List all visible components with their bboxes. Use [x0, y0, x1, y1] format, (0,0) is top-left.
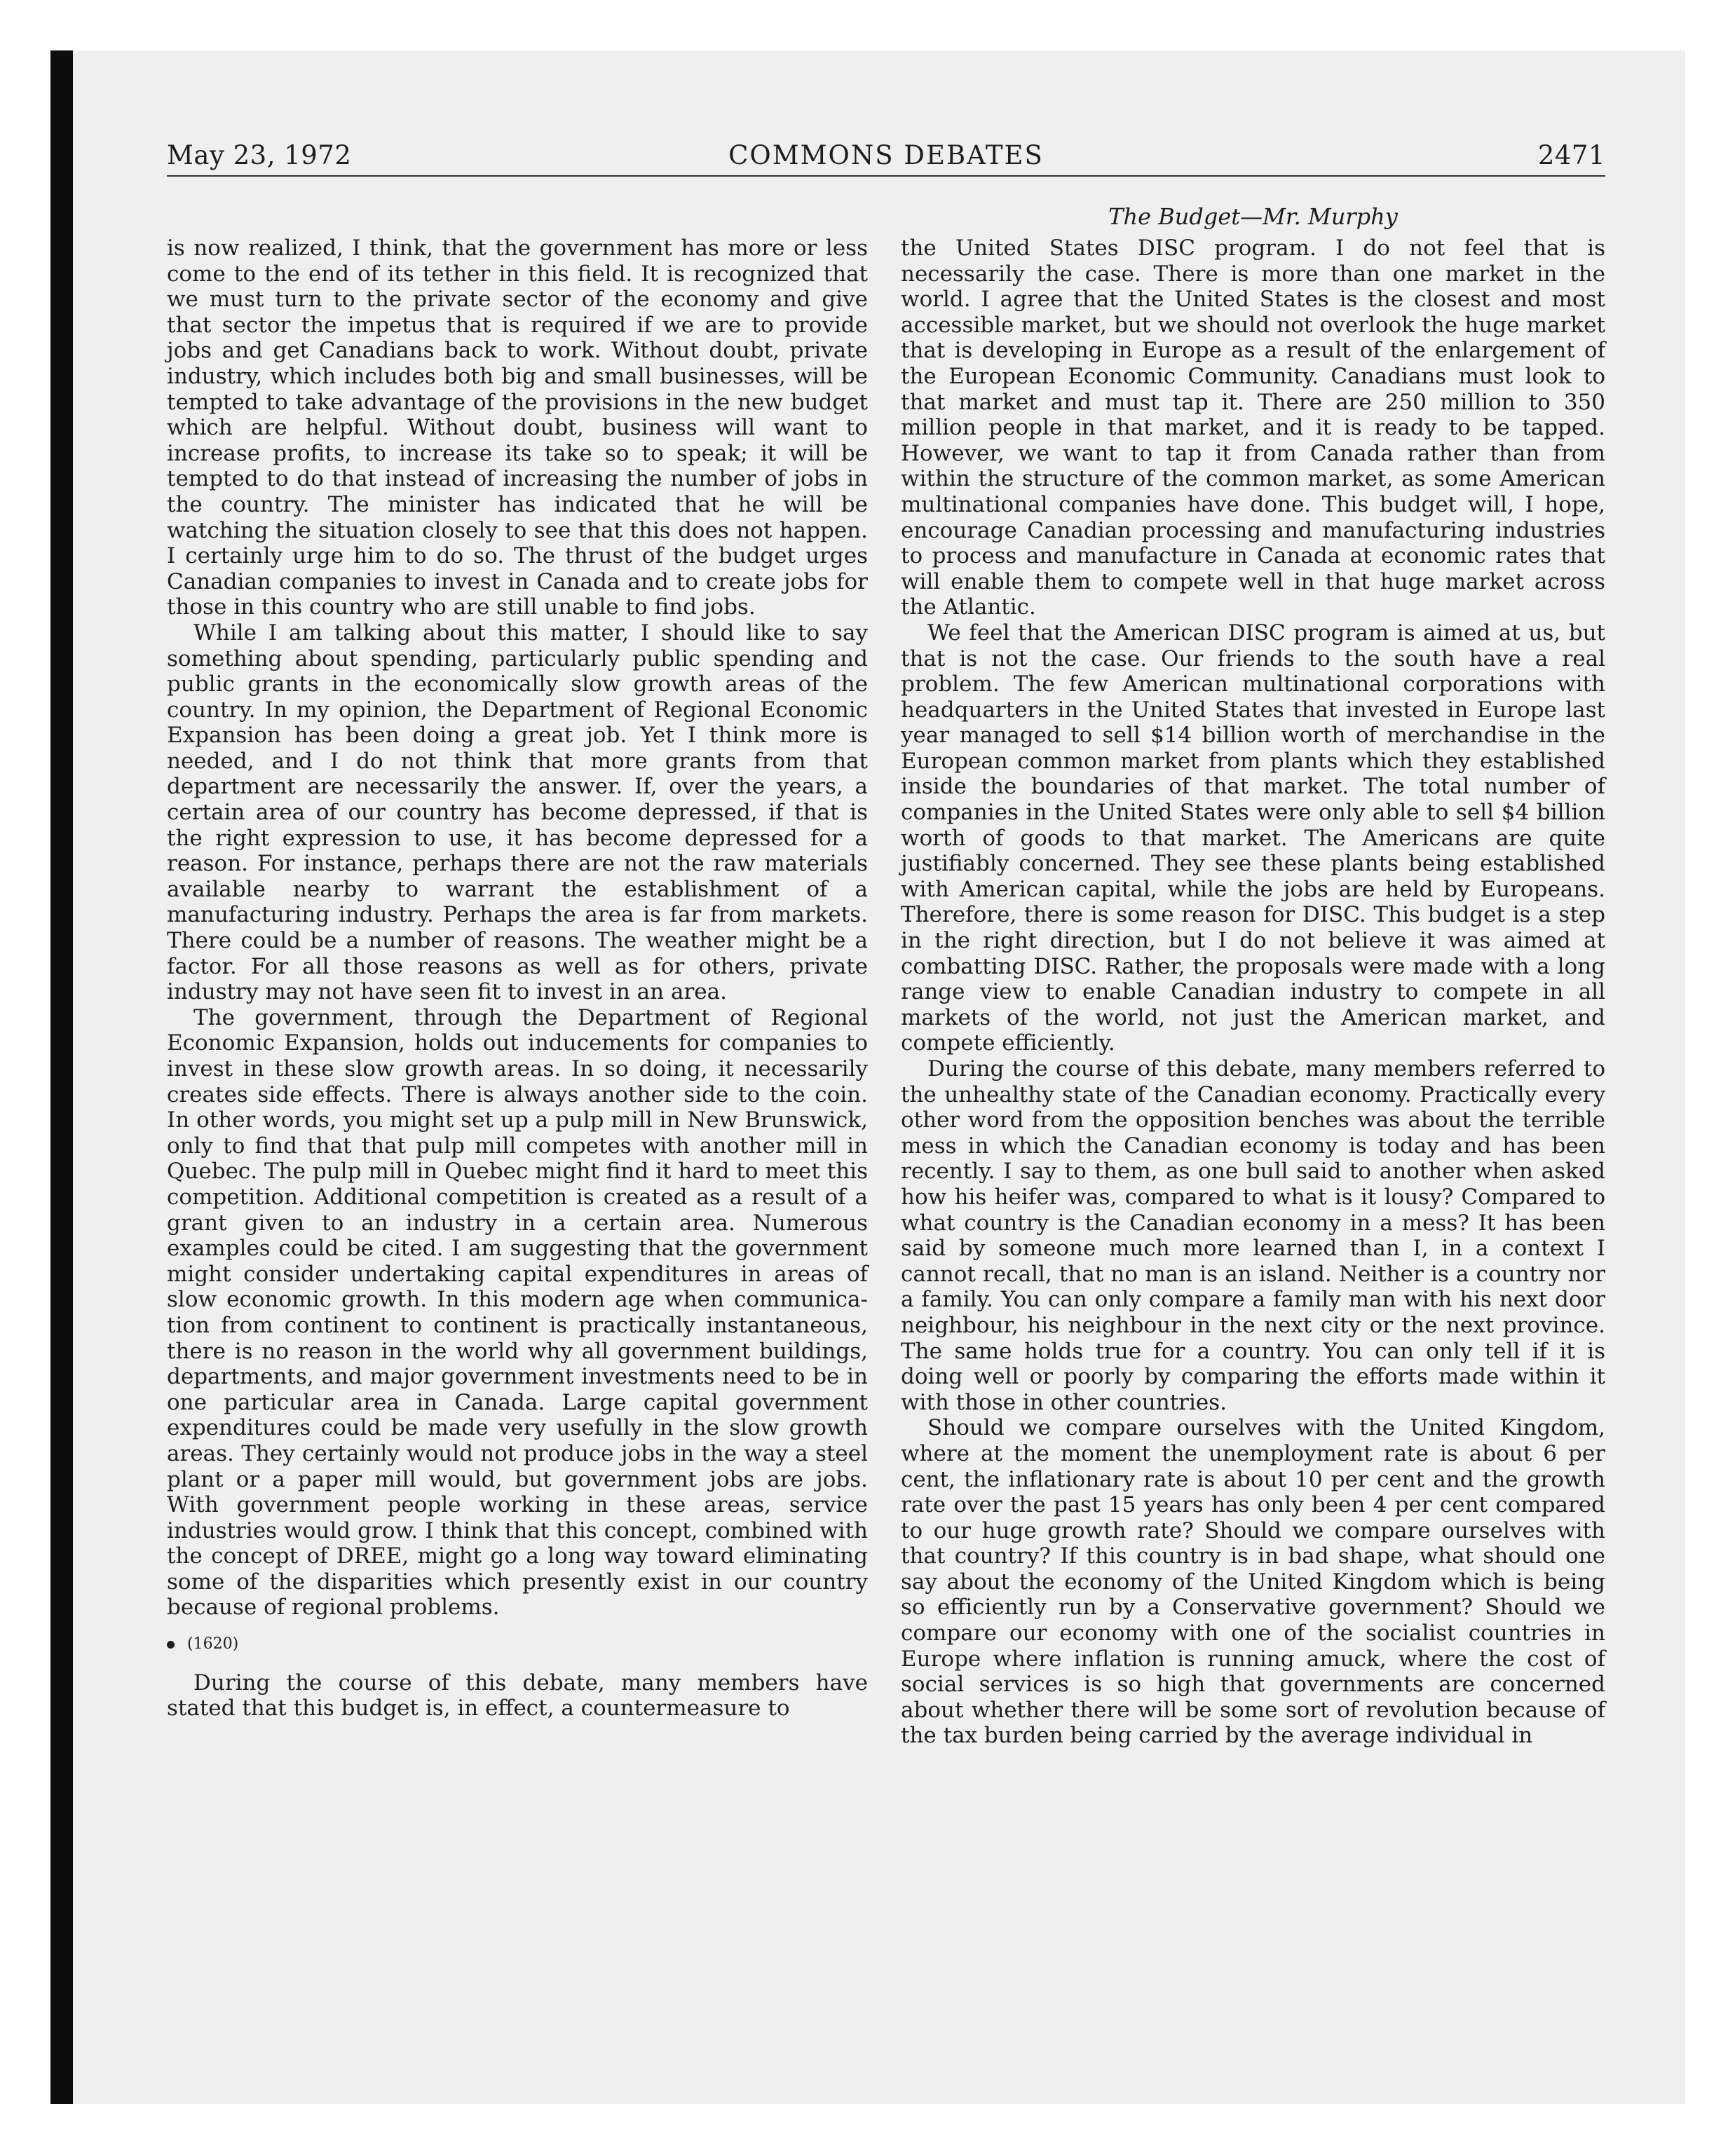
section-heading: The Budget—Mr. Murphy [1108, 203, 1398, 230]
running-head [167, 140, 1605, 179]
bullet-icon [167, 1641, 175, 1649]
binding-edge [50, 50, 73, 2104]
header-page-number: 2471 [1537, 140, 1605, 170]
left-column [167, 236, 868, 1721]
header-rule [167, 175, 1605, 177]
time-marker [167, 1632, 868, 1658]
paragraph: During the course of this debate, many members referred to the unhealthy state of the Canadian economy. Practically every other word from the opposition benches was about the terrible mess in which the Canadian economy is today and has been recently. I say to them, as one bull said to another when asked how his heifer was, compared to what is it lousy? Compared to what country is the Canadian economy in a mess? It has been said by someone much more learned than I, in a context I cannot recall, that no man is an island. Neither is a country nor a family. You can only compare a family man with his next door neighbour, his neighbour in the next city or the next province. The same holds true for a country. You can only tell if it is doing well or poorly by comparing the efforts made within it with those in other countries. [901, 1056, 1605, 1415]
paragraph: The government, through the Department of Regional Economic Expansion, holds out inducements for companies to invest in these slow growth areas. In so doing, it necessarily creates side effects. There is always another side to the coin. In other words, you might set up a pulp mill in New Brunswick, only to find that that pulp mill competes with another mill in Quebec. The pulp mill in Quebec might find it hard to meet this competition. Additional competition is created as a result of a grant given to an industry in a certain area. Numerous examples could be cited. I am suggesting that the government might consider undertaking capital expenditures in areas of slow economic growth. In this modern age when communication from continent to continent is practically instantaneous, there is no reason in the world why all government buildings, departments, and major government investments need to be in one particular area in Canada. Large capital government expenditures could be made very usefully in the slow growth areas. They certainly would not produce jobs in the way a steel plant or a paper mill would, but government jobs are jobs. With government people working in these areas, service industries would grow. I think that this concept, combined with the concept of DREE, might go a long way toward eliminating some of the disparities which presently exist in our country because of regional problems. [167, 1004, 868, 1621]
time-marker-label: (1620) [187, 1635, 239, 1653]
paragraph: We feel that the American DISC program is aimed at us, but that is not the case. Our friends to the south have a real problem. The few American multinational corporations with headquarters in the United States that invested in Europe last year managed to sell $14 billion worth of merchandise in the European common market from plants which they established inside the boundaries of that market. The total number of companies in the United States were only able to sell $4 billion worth of goods to that market. The Americans are quite justifiably concerned. They see these plants being established with American capital, while the jobs are held by Europeans. Therefore, there is some reason for DISC. This budget is a step in the right direction, but I do not believe it was aimed at combatting DISC. Rather, the proposals were made with a long range view to enable Canadian industry to compete in all markets of the world, not just the American market, and compete efficiently. [901, 620, 1605, 1056]
paragraph: the United States DISC program. I do not feel that is necessarily the case. There is more than one market in the world. I agree that the United States is the closest and most accessible market, but we should not overlook the huge market that is developing in Europe as a result of the enlargement of the European Economic Community. Canadians must look to that market and must tap it. There are 250 million to 350 million people in that market, and it is ready to be tapped. However, we want to tap it from Canada rather than from within the structure of the common market, as some American multinational companies have done. This budget will, I hope, encourage Canadian processing and manufacturing industries to process and manufacture in Canada at economic rates that will enable them to compete well in that huge market across the Atlantic. [901, 236, 1605, 620]
paragraph: While I am talking about this matter, I should like to say something about spending, particularly public spending and public grants in the economically slow growth areas of the country. In my opinion, the Department of Regional Economic Expansion has been doing a great job. Yet I think more is needed, and I do not think that more grants from that department are necessarily the answer. If, over the years, a certain area of our country has become depressed, if that is the right expression to use, it has become depressed for a reason. For instance, perhaps there are not the raw materials available nearby to warrant the establishment of a manufacturing industry. Perhaps the area is far from markets. There could be a number of reasons. The weather might be a factor. For all those reasons as well as for others, private industry may not have seen fit to invest in an area. [167, 620, 868, 1005]
paragraph: is now realized, I think, that the government has more or less come to the end of its tether in this field. It is recognized that we must turn to the private sector of the economy and give that sector the impetus that is required if we are to provide jobs and get Canadians back to work. Without doubt, private industry, which includes both big and small businesses, will be tempted to take advantage of the provisions in the new budget which are helpful. Without doubt, business will want to increase profits, to increase its take so to speak; it will be tempted to do that instead of increasing the number of jobs in the country. The minister has indicated that he will be watching the situation closely to see that this does not happen. I certainly urge him to do so. The thrust of the budget urges Canadian companies to invest in Canada and to create jobs for those in this country who are still unable to find jobs. [167, 236, 868, 620]
right-column [901, 236, 1605, 1749]
paragraph: During the course of this debate, many members have stated that this budget is, in effect, a countermeasure to [167, 1670, 868, 1721]
header-date: May 23, 1972 [167, 140, 352, 170]
header-publication: COMMONS DEBATES [728, 140, 1044, 170]
paragraph: Should we compare ourselves with the United Kingdom, where at the moment the unemployment rate is about 6 per cent, the inflationary rate is about 10 per cent and the growth rate over the past 15 years has only been 4 per cent compared to our huge growth rate? Should we compare ourselves with that country? If this country is in bad shape, what should one say about the economy of the United Kingdom which is being so efficiently run by a Conservative government? Should we compare our economy with one of the socialist countries in Europe where inflation is running amuck, where the cost of social services is so high that governments are concerned about whether there will be some sort of revolution because of the tax burden being carried by the average individual in [901, 1415, 1605, 1749]
